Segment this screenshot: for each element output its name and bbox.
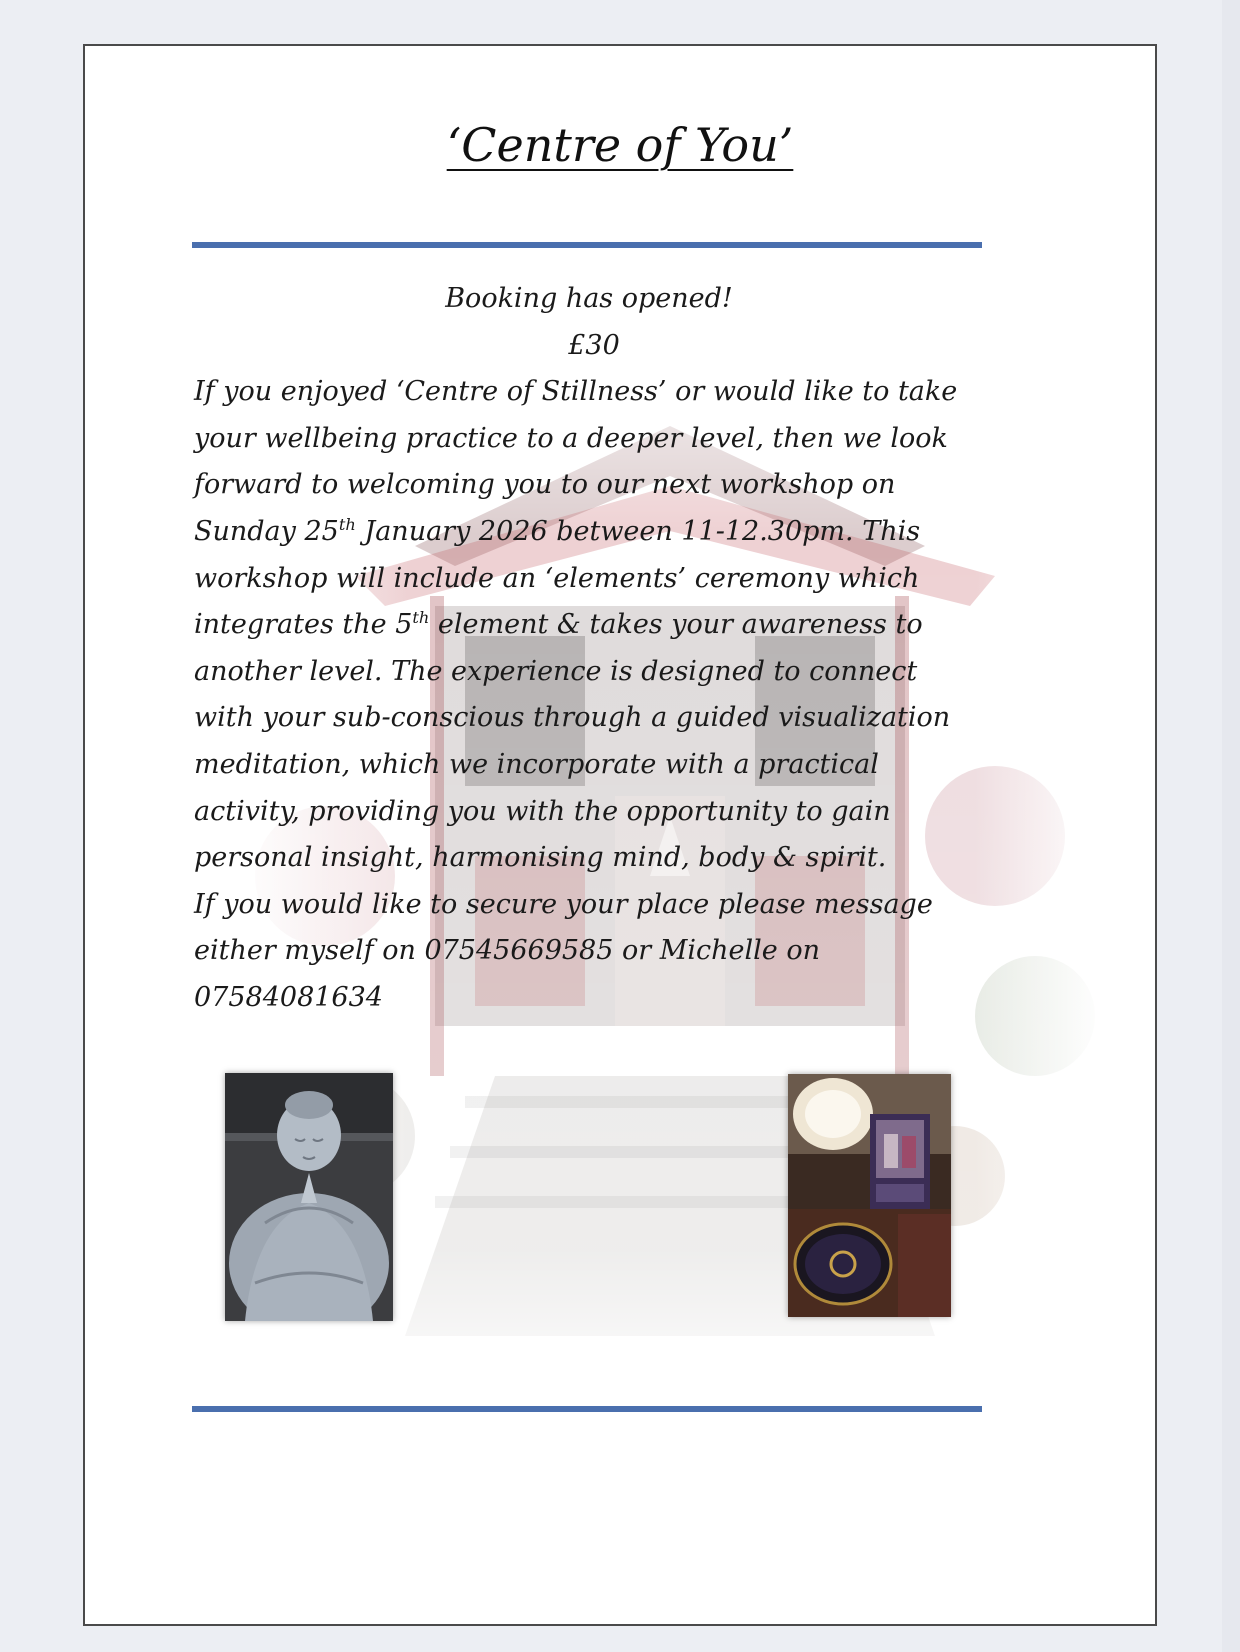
booking-contact: If you would like to secure your place please message either myself on 07545669585 or Michelle on 07584081634 [194,888,933,1013]
description-part-2: January 2026 between 11-12.30pm. This workshop will include an ‘elements’ ceremony which integrates the 5 [194,515,921,641]
booking-headline: Booking has opened! [445,283,733,314]
element-ordinal-suffix: th [412,608,430,628]
bottom-divider [192,1406,982,1412]
price: £30 [568,329,620,361]
flyer-title: ‘Centre of You’ [446,118,794,172]
candle-singing-bowl-image [788,1074,951,1317]
viewer-side-strip [1222,0,1240,1652]
flyer-page [83,44,1157,1626]
flyer-body [194,276,984,1022]
description-part-1: If you enjoyed ‘Centre of Stillness’ or would like to take your wellbeing practice to a deeper level, then we look forward to welcoming you to our next workshop on Sunday 25 [194,376,958,547]
buddha-statue-image [225,1073,393,1321]
top-divider [192,242,982,248]
date-ordinal-suffix: th [338,514,356,534]
description-part-3: element & takes your awareness to another level. The experience is designed to connect with your sub-conscious through a guided visualization meditation, which we incorporate with a practical activity, providing you with the opportunity to gain personal insight, harmonising mind, body & spirit. [194,609,951,874]
workshop-description [194,369,984,882]
